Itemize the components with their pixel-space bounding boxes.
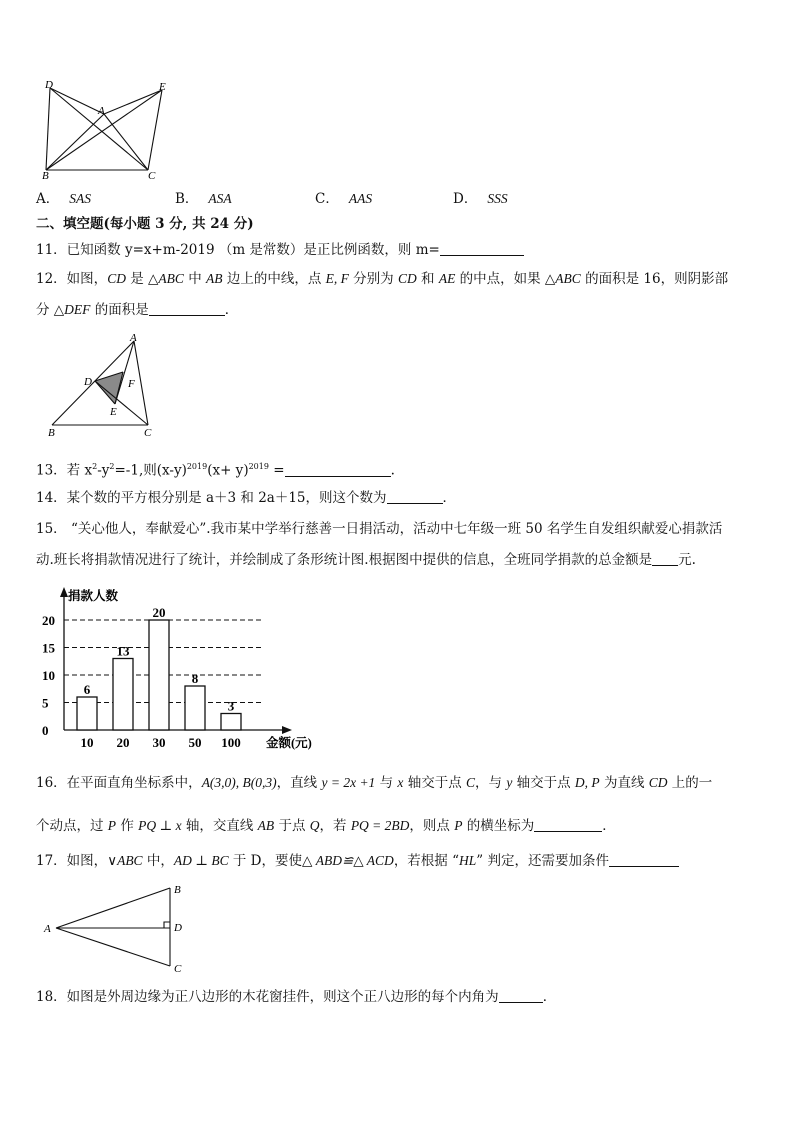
answer-blank-14[interactable] [387, 489, 443, 504]
answer-blank-18[interactable] [499, 988, 543, 1003]
x-axis-arrow [282, 726, 292, 734]
answer-blank-12[interactable] [149, 301, 225, 316]
y-tick-label: 20 [42, 613, 55, 628]
option-d: D． SSS [453, 191, 508, 207]
x-axis-title: 金额(元) [266, 736, 312, 750]
x-tick-label: 20 [116, 735, 130, 750]
label-A: A [44, 923, 51, 935]
question-16-cont: 个动点，过 P 作 PQ ⊥ x 轴，交直线 AB 于点 Q，若 PQ = 2BD，则点 P 的横坐标为 ． [36, 818, 616, 834]
label-D: D [84, 376, 92, 388]
option-b: B． ASA [175, 191, 232, 207]
question-12-cont: 分 △DEF 的面积是 ． [36, 302, 239, 318]
label-F: F [128, 378, 135, 390]
question-15: 15． “关心他人，奉献爱心”.我市某中学举行慈善一日捐活动，活动中七年级一班 50 名学生自发组织献爱心捐款活 [36, 521, 723, 537]
question-13: 13．若 $x^2-y^2=-1$,则$(x-y)^{2019}(x+ y)^{2019}$ = . [36, 462, 395, 479]
x-tick-label: 10 [80, 735, 94, 750]
section-title: 二、填空题(每小题 3 分, 共 24 分) [36, 216, 254, 232]
option-c: C． AAS [315, 191, 373, 207]
answer-blank-13[interactable] [285, 462, 391, 477]
bar [149, 620, 169, 730]
question-17: 17．如图，∨ABC 中，AD ⊥ BC 于 D，要使△ ABD≌△ ACD，若根据 “HL” 判定，还需要加条件 [36, 852, 679, 870]
y-tick-label: 0 [42, 723, 49, 738]
answer-blank-11[interactable] [440, 241, 524, 256]
bar [185, 686, 205, 730]
answer-blank-15[interactable] [652, 551, 678, 566]
figure-q17 [40, 880, 190, 976]
bar-data-label: 20 [152, 605, 166, 620]
y-axis-arrow [60, 587, 68, 597]
y-tick-label: 15 [42, 640, 55, 656]
bar-chart [30, 583, 330, 755]
bar-data-label: 8 [191, 671, 199, 686]
label-C: C [174, 963, 182, 975]
label-D: D [174, 922, 182, 934]
label-A: A [130, 332, 137, 344]
label-E: E [159, 81, 166, 93]
option-a: A． SAS [36, 191, 91, 207]
bar [113, 659, 133, 731]
x-tick-label: 30 [152, 735, 166, 750]
x-tick-label: 50 [188, 735, 202, 750]
figure-q10 [40, 78, 175, 180]
bar-data-label: 6 [83, 682, 91, 697]
label-A: A [98, 105, 105, 117]
label-B: B [48, 427, 55, 439]
y-axis-title: 捐款人数 [68, 589, 119, 603]
answer-blank-17[interactable] [609, 852, 679, 867]
label-B: B [174, 884, 181, 896]
question-14: 14．某个数的平方根分别是 a＋3 和 2a＋15，则这个数为 ． [36, 490, 457, 506]
bar [77, 697, 97, 730]
bar-data-label: 13 [116, 643, 130, 659]
question-15-cont: 动.班长将捐款情况进行了统计，并绘制成了条形统计图.根据图中提供的信息，全班同学捐款的总金额是 元. [36, 552, 696, 568]
label-C: C [148, 170, 156, 180]
label-E: E [110, 406, 117, 418]
y-tick-label: 5 [42, 695, 49, 711]
bar [221, 714, 241, 731]
figure-q12 [40, 330, 165, 440]
answer-blank-16[interactable] [534, 817, 602, 832]
question-16: 16．在平面直角坐标系中，A(3,0), B(0,3)，直线 y = 2x +1 与 x 轴交于点 C，与 y 轴交于点 D, P 为直线 CD 上的一 [36, 775, 713, 791]
question-12: 12．如图，CD 是 △ABC 中 AB 边上的中线，点 E, F 分别为 CD 和 AE 的中点，如果 △ABC 的面积是 16，则阴影部 [36, 271, 729, 287]
label-D: D [45, 79, 53, 91]
y-tick-label: 10 [42, 668, 55, 683]
label-B: B [42, 170, 49, 180]
question-18: 18．如图是外周边缘为正八边形的木花窗挂件，则这个正八边形的每个内角为 ． [36, 989, 557, 1005]
x-tick-label: 100 [221, 735, 241, 750]
label-C: C [144, 427, 152, 439]
bar-data-label: 3 [227, 698, 235, 714]
question-11: 11．已知函数 y=x+m-2019 （m 是常数）是正比例函数，则 m= [36, 241, 524, 259]
